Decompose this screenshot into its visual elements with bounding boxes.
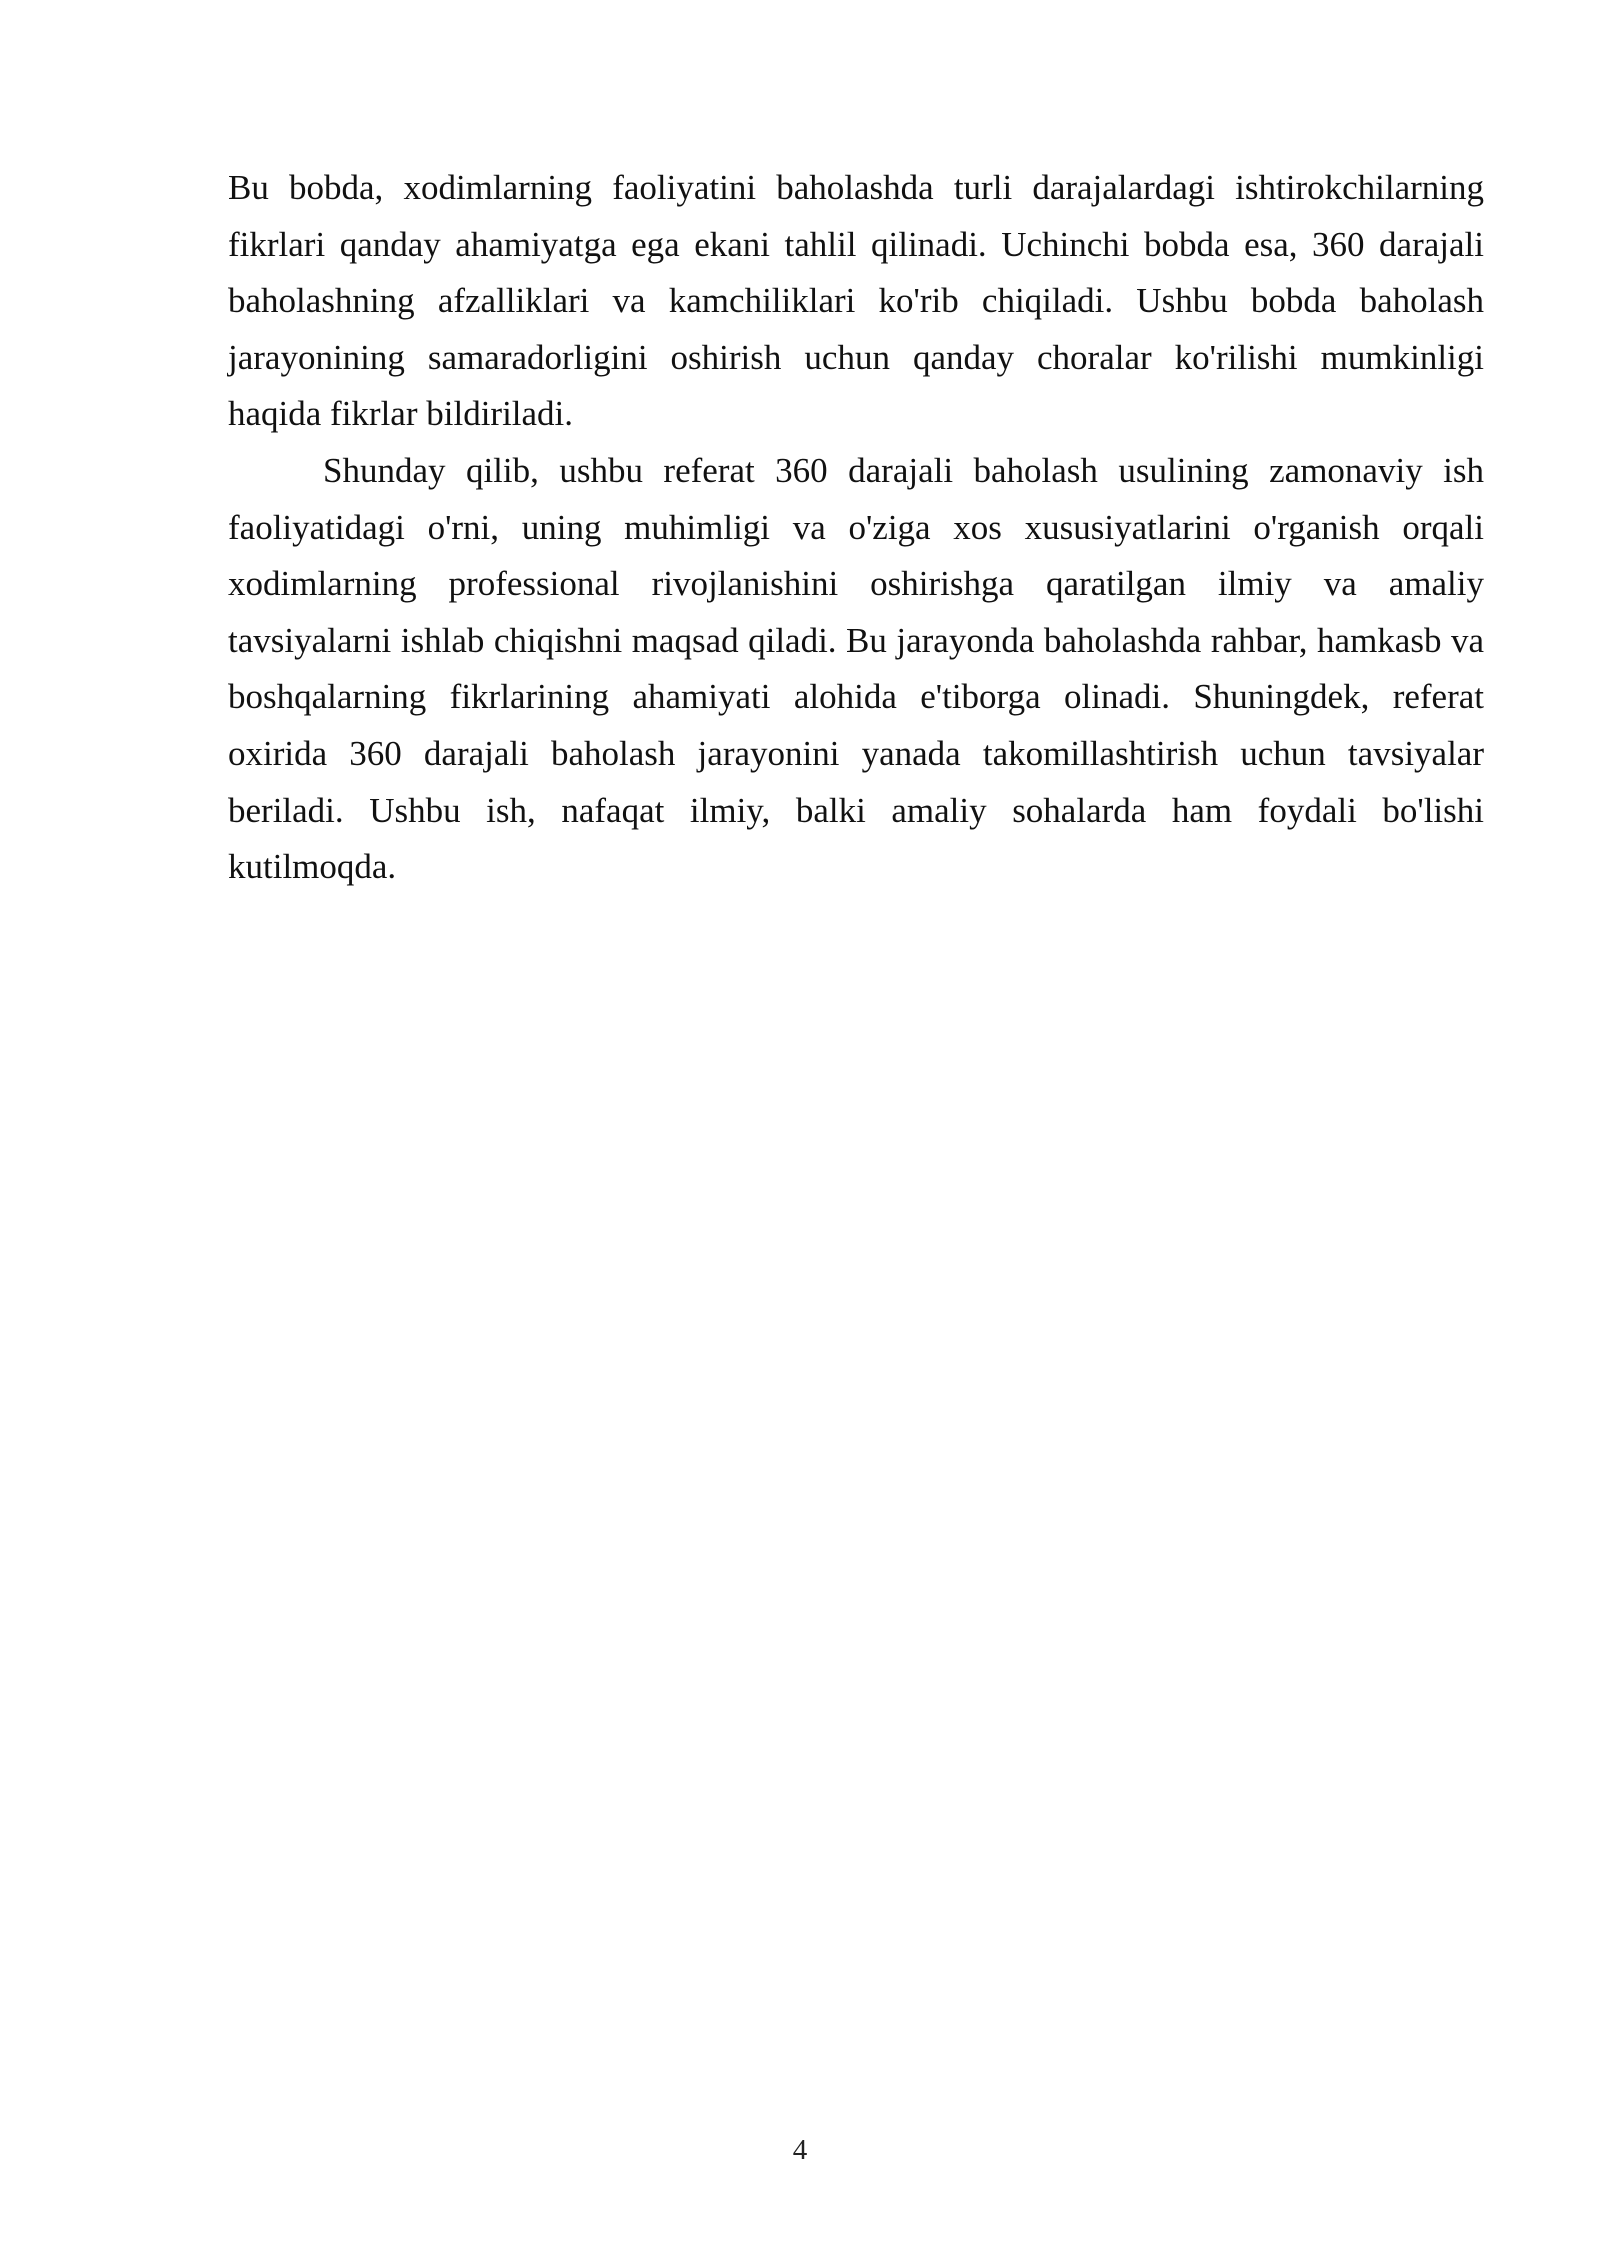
paragraph-continuation: Bu bobda, xodimlarning faoliyatini baholashda turli darajalardagi ishtirokchilarning fikrlari qanday ahamiyatga ega ekani tahlil qilinadi. Uchinchi bobda esa, 360 darajali baholashning afzalliklari va kamchiliklari ko'rib chiqiladi. Ushbu bobda baholash jarayonining samaradorligini oshirish uchun qanday choralar ko'rilishi mumkinligi haqida fikrlar bildiriladi.: [228, 168, 1484, 434]
paragraph-conclusion: Shunday qilib, ushbu referat 360 darajali baholash usulining zamonaviy ish faoliyatidagi o'rni, uning muhimligi va o'ziga xos xususiyatlarini o'rganish orqali xodimlarning professional rivojlanishini oshirishga qaratilgan ilmiy va amaliy tavsiyalarni ishlab chiqishni maqsad qiladi. Bu jarayonda baholashda rahbar, hamkasb va boshqalarning fikrlarining ahamiyati alohida e'tiborga olinadi. Shuningdek, referat oxirida 360 darajali baholash jarayonini yanada takomillashtirish uchun tavsiyalar beriladi. Ushbu ish, nafaqat ilmiy, balki amaliy sohalarda ham foydali bo'lishi kutilmoqda.: [228, 450, 1484, 887]
page-number: 4: [792, 2134, 808, 2166]
body-text: [228, 160, 1484, 896]
